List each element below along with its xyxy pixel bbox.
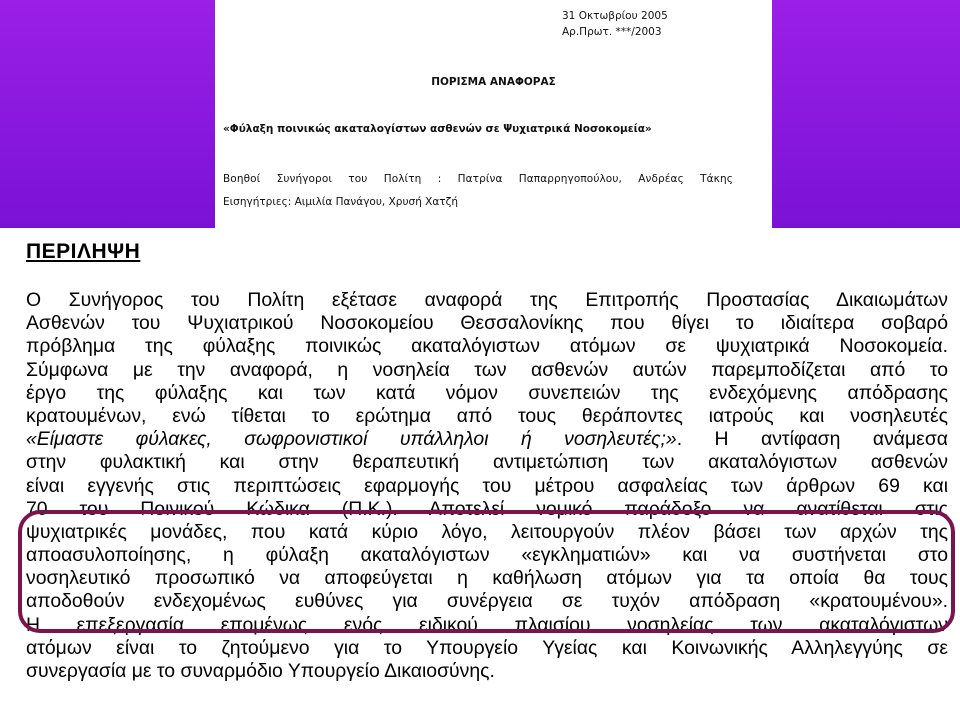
document-header <box>215 0 772 228</box>
summary-body <box>26 289 948 683</box>
summary-line: 70 του Ποινικού Κώδικα (Π.Κ.). Αποτελεί νομικό παράδοξο να ανατίθεται στις <box>26 497 948 520</box>
summary-heading: ΠΕΡΙΛΗΨΗ <box>26 240 141 263</box>
purple-band-right <box>772 0 960 228</box>
summary-line: κρατουμένων, ενώ τίθεται το ερώτημα από τους θεράποντες ιατρούς και νοσηλευτές <box>26 404 948 427</box>
quote-rest: . Η αντίφαση ανάμεσα <box>676 428 948 451</box>
report-subject: «Φύλαξη ποινικώς ακαταλογίστων ασθενών σε Ψυχιατρικά Νοσοκομεία» <box>223 123 652 135</box>
summary-line: συνεργασία με το συναρμόδιο Υπουργείο Δικαιοσύνης. <box>26 660 495 682</box>
report-date: 31 Οκτωβρίου 2005 <box>562 10 668 22</box>
protocol-number: Αρ.Πρωτ. ***/2003 <box>562 26 662 38</box>
summary-line: Ο Συνήγορος του Πολίτη εξέτασε αναφορά της Επιτροπής Προστασίας Δικαιωμάτων <box>26 289 948 311</box>
summary-line: Σύμφωνα με την αναφορά, η νοσηλεία των ασθενών αυτών παρεμποδίζεται από το <box>26 358 948 381</box>
purple-band-left <box>0 0 215 228</box>
summary-line: ψυχιατρικές μονάδες, που κατά κύριο λόγο, λειτουργούν πλέον βάσει των αρχών της <box>26 520 948 543</box>
quote-italic: «Είμαστε φύλακες, σωφρονιστικοί υπάλληλοι ή νοσηλευτές;» <box>26 428 677 451</box>
report-title: ΠΟΡΙΣΜΑ ΑΝΑΦΟΡΑΣ <box>431 76 556 88</box>
underlined-phrase: ειδικού πλαισίου νοσηλείας <box>419 613 751 636</box>
rapporteurs: Εισηγήτριες: Αιμιλία Πανάγου, Χρυσή Χατζή <box>223 196 458 208</box>
summary-line-underlined <box>26 614 948 637</box>
summary-line: αποδοθούν ενδεχομένως ευθύνες για συνέργεια σε τυχόν απόδραση «κρατουμένου». <box>26 590 948 613</box>
summary-line: Ασθενών του Ψυχιατρικού Νοσοκομείου Θεσσαλονίκης που θίγει το ιδιαίτερα σοβαρό <box>26 312 948 335</box>
summary-line: πρόβλημα της φύλαξης ποινικώς ακαταλόγιστων ατόμων σε ψυχιατρικά Νοσοκομεία. <box>26 335 948 358</box>
line-post: των ακαταλόγιστων <box>750 613 948 636</box>
summary-line: είναι εγγενής στις περιπτώσεις εφαρμογής του μέτρου ασφαλείας των άρθρων 69 και <box>26 474 948 497</box>
summary-line: αποασυλοποίησης, η φύλαξη ακαταλόγιστων «εγκληματιών» και να συστήνεται στο <box>26 544 948 567</box>
summary-line: νοσηλευτικό προσωπικό να αποφεύγεται η καθήλωση ατόμων για τα οποία θα τους <box>26 567 948 590</box>
line-pre: Η επεξεργασία επομένως ενός <box>26 613 420 636</box>
summary-line: έργο της φύλαξης και των κατά νόμον συνεπειών της ενδεχόμενης απόδρασης <box>26 381 948 404</box>
summary-line-quote <box>26 428 948 451</box>
summary-line: στην φυλακτική και στην θεραπευτική αντιμετώπιση των ακαταλόγιστων ασθενών <box>26 451 948 474</box>
summary-line: ατόμων είναι το ζητούμενο για το Υπουργείο Υγείας και Κοινωνικής Αλληλεγγύης σε <box>26 636 948 659</box>
assistant-ombudsmen: Βοηθοί Συνήγοροι του Πολίτη : Πατρίνα Παπαρρηγοπούλου, Ανδρέας Τάκης <box>223 173 733 185</box>
